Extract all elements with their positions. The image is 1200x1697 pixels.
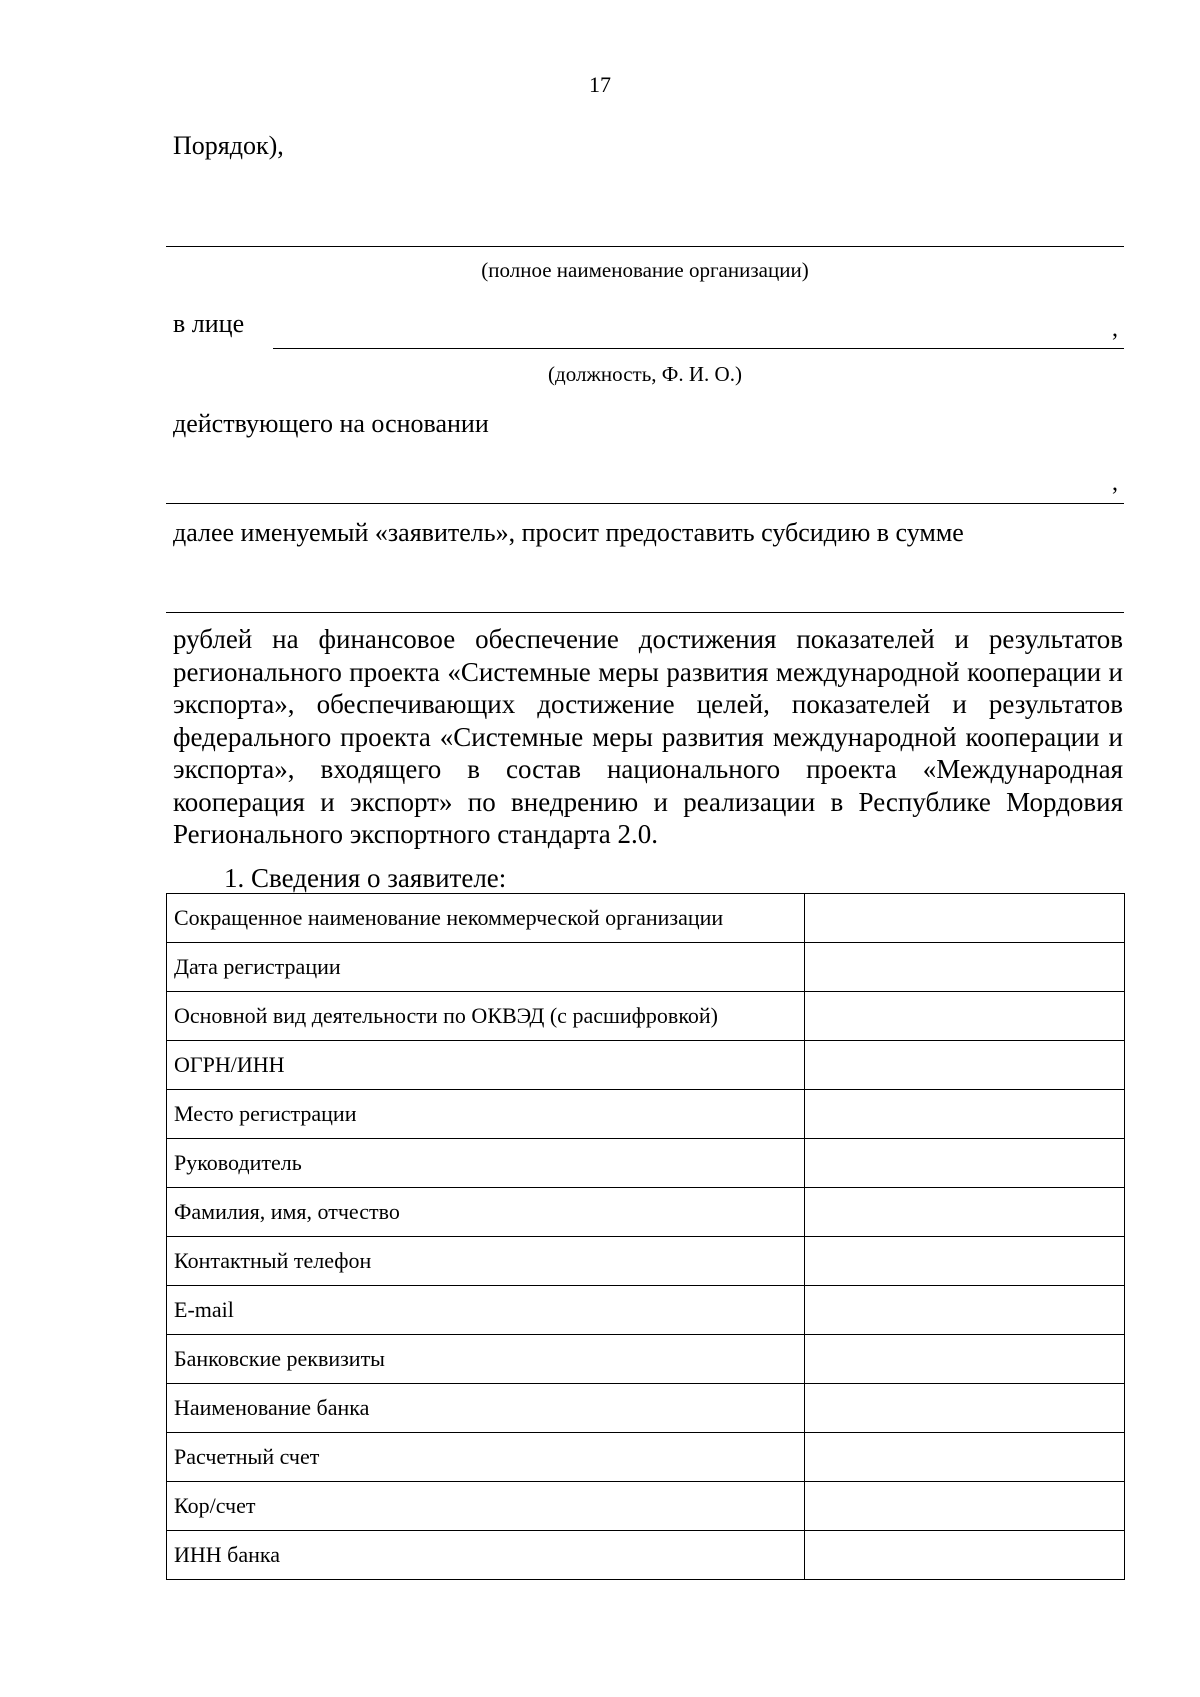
acting-basis-label: действующего на основании	[173, 409, 489, 438]
row-value-cell[interactable]	[805, 894, 1125, 943]
row-value-cell[interactable]	[805, 1482, 1125, 1531]
row-label: ИНН банка	[167, 1531, 805, 1580]
continuation-text: Порядок),	[173, 131, 284, 160]
row-value-cell[interactable]	[805, 1384, 1125, 1433]
row-label: Место регистрации	[167, 1090, 805, 1139]
table-row	[167, 1041, 1125, 1090]
table-row	[167, 1188, 1125, 1237]
page-number: 17	[589, 72, 611, 97]
row-label: ОГРН/ИНН	[167, 1041, 805, 1090]
table-row	[167, 1286, 1125, 1335]
table-row	[167, 1237, 1125, 1286]
row-label: Основной вид деятельности по ОКВЭД (с расшифровкой)	[167, 992, 805, 1041]
row-value-cell[interactable]	[805, 1335, 1125, 1384]
row-label: Наименование банка	[167, 1384, 805, 1433]
row-value-cell[interactable]	[805, 1531, 1125, 1580]
row-label: Банковские реквизиты	[167, 1335, 805, 1384]
row-value-cell[interactable]	[805, 943, 1125, 992]
row-value-cell[interactable]	[805, 1433, 1125, 1482]
row-value-cell[interactable]	[805, 1090, 1125, 1139]
table-row	[167, 894, 1125, 943]
subsidy-amount-line[interactable]	[166, 612, 1124, 613]
represented-by-label: в лице	[173, 309, 245, 338]
row-label: Контактный телефон	[167, 1237, 805, 1286]
table-row	[167, 1433, 1125, 1482]
row-label: E-mail	[167, 1286, 805, 1335]
row-label: Руководитель	[167, 1139, 805, 1188]
request-text: далее именуемый «заявитель», просит предоставить субсидию в сумме	[173, 518, 964, 547]
org-name-line[interactable]	[166, 246, 1124, 247]
row-value-cell[interactable]	[805, 1286, 1125, 1335]
position-name-line[interactable]	[273, 348, 1124, 349]
position-caption: (должность, Ф. И. О.)	[548, 362, 742, 386]
acting-basis-line[interactable]	[166, 503, 1124, 504]
purpose-paragraph: рублей на финансовое обеспечение достижения показателей и результатов регионального проекта «Системные меры развития международной кооперации и экспорта», обеспечивающих достижение целей, показателей и результатов федерального проекта «Системные меры развития международной кооперации и экспорта», входящего в состав национального проекта «Международная кооперация и экспорт» по внедрению и реализации в Республике Мордовия Регионального экспортного стандарта 2.0.	[173, 624, 1123, 849]
row-label: Расчетный счет	[167, 1433, 805, 1482]
section-heading: 1. Сведения о заявителе:	[224, 863, 507, 893]
row-label: Кор/счет	[167, 1482, 805, 1531]
org-name-caption: (полное наименование организации)	[481, 258, 809, 282]
table-row	[167, 1090, 1125, 1139]
table-row	[167, 1531, 1125, 1580]
row-value-cell[interactable]	[805, 1041, 1125, 1090]
table-row	[167, 943, 1125, 992]
table-row	[167, 992, 1125, 1041]
table-row	[167, 1482, 1125, 1531]
table-row	[167, 1335, 1125, 1384]
row-label: Фамилия, имя, отчество	[167, 1188, 805, 1237]
acting-basis-comma: ,	[1112, 470, 1118, 496]
row-value-cell[interactable]	[805, 1237, 1125, 1286]
represented-comma: ,	[1112, 316, 1118, 342]
row-value-cell[interactable]	[805, 992, 1125, 1041]
table-row	[167, 1384, 1125, 1433]
row-label: Дата регистрации	[167, 943, 805, 992]
table-row	[167, 1139, 1125, 1188]
applicant-info-table	[166, 893, 1125, 1580]
row-value-cell[interactable]	[805, 1139, 1125, 1188]
row-label: Сокращенное наименование некоммерческой организации	[167, 894, 805, 943]
row-value-cell[interactable]	[805, 1188, 1125, 1237]
